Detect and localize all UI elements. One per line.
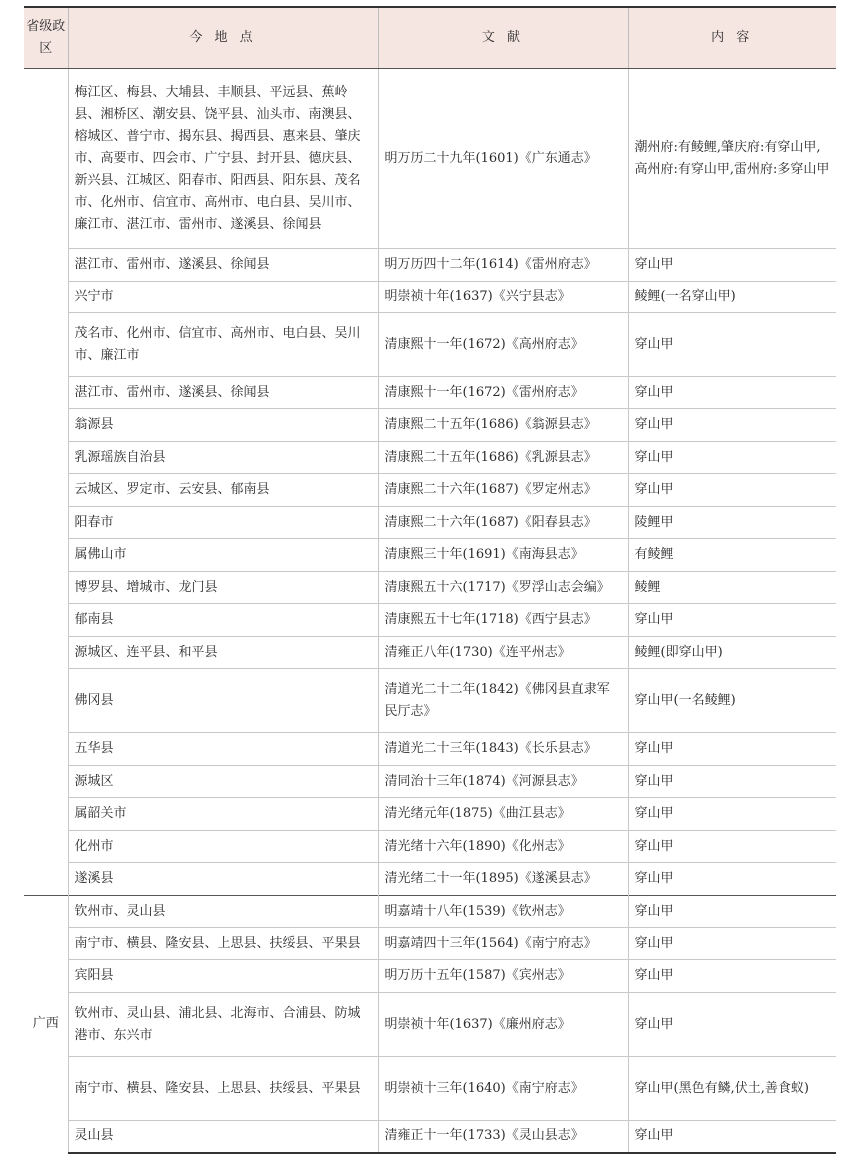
content-cell: 穿山甲 <box>628 733 836 766</box>
table-container <box>24 6 836 1154</box>
literature-cell: 明万历十五年(1587)《宾州志》 <box>378 960 628 993</box>
table-row <box>24 313 836 377</box>
literature-cell: 清康熙十一年(1672)《高州府志》 <box>378 313 628 377</box>
content-cell: 穿山甲 <box>628 928 836 960</box>
content-cell: 穿山甲 <box>628 442 836 474</box>
table-row <box>24 572 836 604</box>
literature-cell: 明嘉靖四十三年(1564)《南宁府志》 <box>378 928 628 960</box>
location-cell: 阳春市 <box>68 507 378 539</box>
content-cell: 穿山甲(一名鲮鲤) <box>628 669 836 733</box>
table-row <box>24 474 836 507</box>
table-row <box>24 282 836 313</box>
literature-cell: 明崇祯十年(1637)《廉州府志》 <box>378 993 628 1057</box>
province-cell: 广西 <box>24 896 68 1153</box>
table-row <box>24 442 836 474</box>
content-cell: 潮州府:有鲮鲤,肇庆府:有穿山甲,高州府:有穿山甲,雷州府:多穿山甲 <box>628 69 836 249</box>
province-cell <box>24 69 68 896</box>
literature-cell: 清康熙五十七年(1718)《西宁县志》 <box>378 604 628 637</box>
content-cell: 穿山甲 <box>628 313 836 377</box>
location-cell: 南宁市、横县、隆安县、上思县、扶绥县、平果县 <box>68 1057 378 1121</box>
content-cell: 穿山甲 <box>628 831 836 863</box>
location-cell: 翁源县 <box>68 409 378 442</box>
table-header-row <box>24 7 836 69</box>
content-cell: 鲮鲤(一名穿山甲) <box>628 282 836 313</box>
literature-cell: 明嘉靖十八年(1539)《钦州志》 <box>378 896 628 928</box>
location-cell: 茂名市、化州市、信宜市、高州市、电白县、吴川市、廉江市 <box>68 313 378 377</box>
literature-cell: 明万历四十二年(1614)《雷州府志》 <box>378 249 628 282</box>
table-row <box>24 377 836 409</box>
content-cell: 穿山甲 <box>628 377 836 409</box>
table-row <box>24 766 836 798</box>
literature-cell: 清雍正十一年(1733)《灵山县志》 <box>378 1121 628 1153</box>
literature-cell: 明崇祯十年(1637)《兴宁县志》 <box>378 282 628 313</box>
content-cell: 穿山甲 <box>628 993 836 1057</box>
table-row <box>24 733 836 766</box>
table-row <box>24 928 836 960</box>
header-content: 内 容 <box>628 7 836 69</box>
location-cell: 化州市 <box>68 831 378 863</box>
table-row <box>24 409 836 442</box>
table-row <box>24 507 836 539</box>
literature-cell: 清康熙十一年(1672)《雷州府志》 <box>378 377 628 409</box>
location-cell: 钦州市、灵山县、浦北县、北海市、合浦县、防城港市、东兴市 <box>68 993 378 1057</box>
content-cell: 穿山甲(黑色有鳞,伏土,善食蚁) <box>628 1057 836 1121</box>
location-cell: 梅江区、梅县、大埔县、丰顺县、平远县、蕉岭县、湘桥区、潮安县、饶平县、汕头市、南澳县、榕城区、普宁市、揭东县、揭西县、惠来县、肇庆市、高要市、四会市、广宁县、封开县、德庆县、新兴县、江城区、阳春市、阳西县、阳东县、茂名市、化州市、信宜市、高州市、电白县、吴川市、廉江市、湛江市、雷州市、遂溪县、徐闻县 <box>68 69 378 249</box>
header-literature: 文 献 <box>378 7 628 69</box>
pangolin-records-table <box>24 6 836 1154</box>
location-cell: 郁南县 <box>68 604 378 637</box>
literature-cell: 清康熙二十六年(1687)《罗定州志》 <box>378 474 628 507</box>
literature-cell: 明崇祯十三年(1640)《南宁府志》 <box>378 1057 628 1121</box>
content-cell: 穿山甲 <box>628 896 836 928</box>
table-row <box>24 798 836 831</box>
location-cell: 湛江市、雷州市、遂溪县、徐闻县 <box>68 377 378 409</box>
content-cell: 穿山甲 <box>628 798 836 831</box>
table-row <box>24 1057 836 1121</box>
location-cell: 源城区 <box>68 766 378 798</box>
literature-cell: 清光绪元年(1875)《曲江县志》 <box>378 798 628 831</box>
location-cell: 兴宁市 <box>68 282 378 313</box>
literature-cell: 清雍正八年(1730)《连平州志》 <box>378 637 628 669</box>
literature-cell: 清同治十三年(1874)《河源县志》 <box>378 766 628 798</box>
table-row <box>24 69 836 249</box>
content-cell: 有鲮鲤 <box>628 539 836 572</box>
content-cell: 穿山甲 <box>628 604 836 637</box>
literature-cell: 清康熙二十六年(1687)《阳春县志》 <box>378 507 628 539</box>
table-row <box>24 249 836 282</box>
location-cell: 五华县 <box>68 733 378 766</box>
header-location: 今 地 点 <box>68 7 378 69</box>
location-cell: 湛江市、雷州市、遂溪县、徐闻县 <box>68 249 378 282</box>
content-cell: 穿山甲 <box>628 409 836 442</box>
table-row <box>24 993 836 1057</box>
table-body <box>24 69 836 1153</box>
location-cell: 属韶关市 <box>68 798 378 831</box>
literature-cell: 清康熙三十年(1691)《南海县志》 <box>378 539 628 572</box>
location-cell: 乳源瑶族自治县 <box>68 442 378 474</box>
content-cell: 陵鲤甲 <box>628 507 836 539</box>
table-row <box>24 539 836 572</box>
table-row <box>24 1121 836 1153</box>
literature-cell: 清光绪二十一年(1895)《遂溪县志》 <box>378 863 628 896</box>
location-cell: 云城区、罗定市、云安县、郁南县 <box>68 474 378 507</box>
table-row <box>24 960 836 993</box>
literature-cell: 清道光二十三年(1843)《长乐县志》 <box>378 733 628 766</box>
content-cell: 穿山甲 <box>628 863 836 896</box>
content-cell: 鲮鲤 <box>628 572 836 604</box>
table-row <box>24 863 836 896</box>
table-row <box>24 604 836 637</box>
header-province: 省级政区 <box>24 7 68 69</box>
location-cell: 博罗县、增城市、龙门县 <box>68 572 378 604</box>
content-cell: 穿山甲 <box>628 766 836 798</box>
literature-cell: 清康熙五十六(1717)《罗浮山志会编》 <box>378 572 628 604</box>
table-row <box>24 896 836 928</box>
location-cell: 属佛山市 <box>68 539 378 572</box>
table-row <box>24 831 836 863</box>
location-cell: 灵山县 <box>68 1121 378 1153</box>
content-cell: 穿山甲 <box>628 960 836 993</box>
location-cell: 源城区、连平县、和平县 <box>68 637 378 669</box>
literature-cell: 清光绪十六年(1890)《化州志》 <box>378 831 628 863</box>
content-cell: 穿山甲 <box>628 474 836 507</box>
content-cell: 鲮鲤(即穿山甲) <box>628 637 836 669</box>
content-cell: 穿山甲 <box>628 249 836 282</box>
location-cell: 宾阳县 <box>68 960 378 993</box>
literature-cell: 明万历二十九年(1601)《广东通志》 <box>378 69 628 249</box>
content-cell: 穿山甲 <box>628 1121 836 1153</box>
location-cell: 钦州市、灵山县 <box>68 896 378 928</box>
location-cell: 佛冈县 <box>68 669 378 733</box>
table-row <box>24 637 836 669</box>
location-cell: 南宁市、横县、隆安县、上思县、扶绥县、平果县 <box>68 928 378 960</box>
table-row <box>24 669 836 733</box>
literature-cell: 清康熙二十五年(1686)《乳源县志》 <box>378 442 628 474</box>
literature-cell: 清康熙二十五年(1686)《翁源县志》 <box>378 409 628 442</box>
location-cell: 遂溪县 <box>68 863 378 896</box>
literature-cell: 清道光二十二年(1842)《佛冈县直隶军民厅志》 <box>378 669 628 733</box>
